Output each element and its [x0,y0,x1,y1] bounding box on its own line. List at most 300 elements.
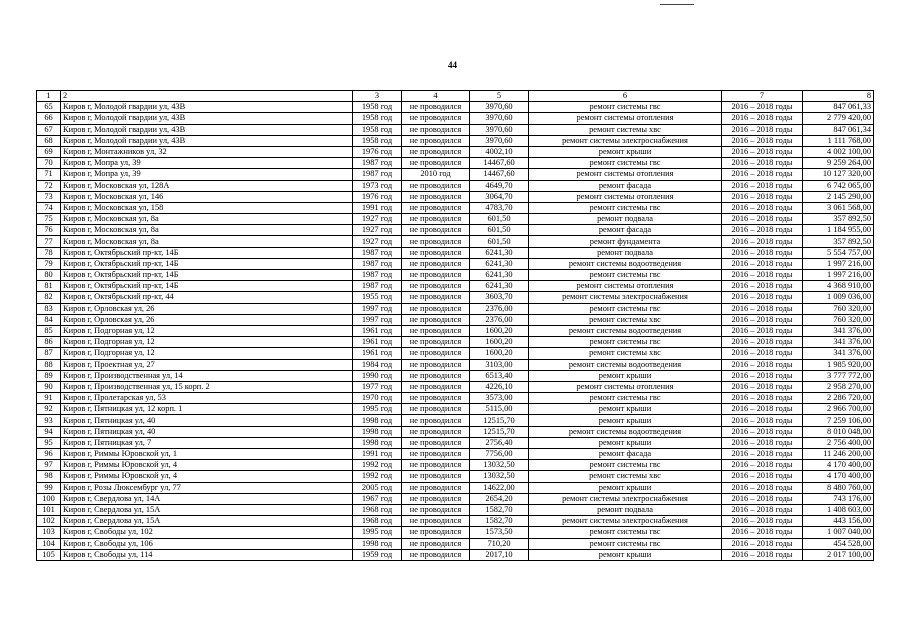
cell-address: Киров г, Свободы ул, 102 [61,527,353,538]
cell-row-number: 87 [37,348,61,359]
cell-work-type: ремонт крыши [529,146,722,157]
table-row [37,359,874,370]
table-row [37,180,874,191]
cell-cost: 2 756 400,00 [803,437,874,448]
cell-total-area: 14467,60 [470,169,529,180]
cell-build-year: 1959 год [353,549,402,560]
cell-build-year: 1970 год [353,393,402,404]
cell-cost: 4 368 910,00 [803,281,874,292]
cell-address: Киров г, Мопра ул, 39 [61,169,353,180]
cell-last-repair-year: не проводился [402,292,470,303]
cell-row-number: 72 [37,180,61,191]
cell-row-number: 80 [37,270,61,281]
cell-total-area: 13032,50 [470,471,529,482]
cell-address: Киров г, Свердлова ул, 14А [61,493,353,504]
cell-cost: 4 170 400,00 [803,471,874,482]
cell-last-repair-year: не проводился [402,426,470,437]
cell-last-repair-year: не проводился [402,247,470,258]
cell-build-year: 1991 год [353,202,402,213]
cell-address: Киров г, Пятницкая ул, 7 [61,437,353,448]
cell-last-repair-year: не проводился [402,415,470,426]
cell-period: 2016 – 2018 годы [722,538,803,549]
cell-row-number: 68 [37,135,61,146]
cell-build-year: 1997 год [353,314,402,325]
cell-row-number: 97 [37,460,61,471]
cell-total-area: 12515,70 [470,426,529,437]
cell-work-type: ремонт системы гвс [529,393,722,404]
column-header: 6 [529,91,722,102]
table-row [37,113,874,124]
cell-total-area: 601,50 [470,225,529,236]
cell-period: 2016 – 2018 годы [722,124,803,135]
cell-address: Киров г, Орловская ул, 26 [61,314,353,325]
column-header: 1 [37,91,61,102]
cell-last-repair-year: не проводился [402,135,470,146]
cell-cost: 1 408 603,00 [803,504,874,515]
cell-period: 2016 – 2018 годы [722,426,803,437]
cell-build-year: 1987 год [353,281,402,292]
cell-address: Киров г, Пятницкая ул, 40 [61,415,353,426]
cell-period: 2016 – 2018 годы [722,493,803,504]
cell-cost: 2 966 700,00 [803,404,874,415]
cell-row-number: 86 [37,337,61,348]
table-row [37,225,874,236]
cell-build-year: 2005 год [353,482,402,493]
cell-work-type: ремонт крыши [529,482,722,493]
table-row [37,393,874,404]
page-number: 44 [448,60,457,70]
cell-cost: 2 779 420,00 [803,113,874,124]
cell-cost: 11 246 200,00 [803,449,874,460]
cell-address: Киров г, Октябрьский пр-кт, 14Б [61,281,353,292]
cell-period: 2016 – 2018 годы [722,292,803,303]
cell-last-repair-year: не проводился [402,337,470,348]
cell-build-year: 1998 год [353,415,402,426]
cell-period: 2016 – 2018 годы [722,337,803,348]
scan-mark [660,4,694,5]
cell-last-repair-year: не проводился [402,270,470,281]
cell-build-year: 1998 год [353,437,402,448]
cell-build-year: 1927 год [353,214,402,225]
cell-last-repair-year: не проводился [402,113,470,124]
table-row [37,348,874,359]
cell-total-area: 3970,60 [470,113,529,124]
cell-address: Киров г, Риммы Юровской ул, 4 [61,471,353,482]
cell-row-number: 75 [37,214,61,225]
cell-work-type: ремонт фундамента [529,236,722,247]
cell-period: 2016 – 2018 годы [722,314,803,325]
cell-total-area: 3970,60 [470,124,529,135]
cell-work-type: ремонт системы хвс [529,124,722,135]
cell-build-year: 1987 год [353,158,402,169]
cell-work-type: ремонт системы отопления [529,169,722,180]
cell-period: 2016 – 2018 годы [722,191,803,202]
table-header-row [37,91,874,102]
cell-cost: 7 259 106,00 [803,415,874,426]
cell-cost: 341 376,00 [803,325,874,336]
table-row [37,124,874,135]
cell-build-year: 1958 год [353,113,402,124]
cell-total-area: 2654,20 [470,493,529,504]
table-row [37,258,874,269]
cell-cost: 847 061,34 [803,124,874,135]
table-row [37,169,874,180]
cell-build-year: 1987 год [353,247,402,258]
cell-period: 2016 – 2018 годы [722,303,803,314]
table-row [37,482,874,493]
cell-cost: 357 892,50 [803,214,874,225]
cell-cost: 8 010 048,00 [803,426,874,437]
cell-cost: 3 777 772,00 [803,370,874,381]
cell-work-type: ремонт фасада [529,180,722,191]
cell-work-type: ремонт системы хвс [529,471,722,482]
cell-last-repair-year: не проводился [402,191,470,202]
cell-total-area: 14622,00 [470,482,529,493]
cell-last-repair-year: не проводился [402,146,470,157]
table-row [37,135,874,146]
cell-last-repair-year: не проводился [402,460,470,471]
cell-total-area: 6241,30 [470,247,529,258]
cell-last-repair-year: не проводился [402,225,470,236]
cell-period: 2016 – 2018 годы [722,281,803,292]
table-row [37,437,874,448]
cell-work-type: ремонт системы отопления [529,191,722,202]
cell-build-year: 1927 год [353,236,402,247]
cell-cost: 341 376,00 [803,337,874,348]
cell-total-area: 1582,70 [470,504,529,515]
cell-period: 2016 – 2018 годы [722,146,803,157]
cell-cost: 5 554 757,00 [803,247,874,258]
cell-address: Киров г, Московская ул, 8а [61,225,353,236]
cell-period: 2016 – 2018 годы [722,325,803,336]
cell-address: Киров г, Пятницкая ул, 12 корп. 1 [61,404,353,415]
cell-address: Киров г, Производственная ул, 15 корп. 2 [61,381,353,392]
cell-build-year: 1973 год [353,180,402,191]
cell-row-number: 95 [37,437,61,448]
cell-cost: 2 017 100,00 [803,549,874,560]
cell-cost: 9 259 264,00 [803,158,874,169]
cell-work-type: ремонт системы гвс [529,460,722,471]
cell-row-number: 94 [37,426,61,437]
cell-cost: 6 742 065,00 [803,180,874,191]
cell-cost: 1 007 040,00 [803,527,874,538]
table-row [37,471,874,482]
cell-build-year: 1998 год [353,538,402,549]
cell-total-area: 2376,00 [470,303,529,314]
cell-cost: 1 184 955,00 [803,225,874,236]
cell-work-type: ремонт крыши [529,415,722,426]
cell-work-type: ремонт системы гвс [529,102,722,113]
table-row [37,527,874,538]
cell-address: Киров г, Московская ул, 158 [61,202,353,213]
cell-last-repair-year: не проводился [402,527,470,538]
cell-build-year: 1976 год [353,146,402,157]
cell-build-year: 1968 год [353,516,402,527]
cell-last-repair-year: не проводился [402,404,470,415]
cell-total-area: 4002,10 [470,146,529,157]
cell-address: Киров г, Октябрьский пр-кт, 14Б [61,247,353,258]
cell-build-year: 1987 год [353,258,402,269]
cell-last-repair-year: не проводился [402,281,470,292]
cell-work-type: ремонт крыши [529,370,722,381]
cell-cost: 1 111 768,00 [803,135,874,146]
cell-period: 2016 – 2018 годы [722,482,803,493]
cell-total-area: 6241,30 [470,281,529,292]
cell-last-repair-year: не проводился [402,493,470,504]
cell-address: Киров г, Молодой гвардии ул, 43В [61,102,353,113]
table-row [37,247,874,258]
cell-work-type: ремонт системы электроснабжения [529,516,722,527]
cell-work-type: ремонт подвала [529,214,722,225]
cell-build-year: 1958 год [353,102,402,113]
cell-row-number: 81 [37,281,61,292]
cell-row-number: 103 [37,527,61,538]
cell-work-type: ремонт системы гвс [529,270,722,281]
table-row [37,214,874,225]
cell-period: 2016 – 2018 годы [722,504,803,515]
cell-row-number: 104 [37,538,61,549]
table-row [37,236,874,247]
cell-last-repair-year: не проводился [402,124,470,135]
cell-cost: 10 127 320,00 [803,169,874,180]
cell-last-repair-year: не проводился [402,158,470,169]
cell-last-repair-year: не проводился [402,437,470,448]
table-row [37,202,874,213]
cell-total-area: 4226,10 [470,381,529,392]
cell-total-area: 14467,60 [470,158,529,169]
cell-last-repair-year: не проводился [402,303,470,314]
cell-last-repair-year: не проводился [402,449,470,460]
cell-total-area: 601,50 [470,214,529,225]
cell-total-area: 13032,50 [470,460,529,471]
cell-build-year: 1984 год [353,359,402,370]
table-row [37,415,874,426]
cell-cost: 3 061 568,00 [803,202,874,213]
cell-cost: 1 997 216,00 [803,258,874,269]
cell-row-number: 76 [37,225,61,236]
cell-period: 2016 – 2018 годы [722,449,803,460]
cell-work-type: ремонт системы водоотведения [529,426,722,437]
cell-last-repair-year: не проводился [402,102,470,113]
cell-build-year: 1995 год [353,404,402,415]
cell-total-area: 3603,70 [470,292,529,303]
cell-total-area: 3970,60 [470,135,529,146]
cell-work-type: ремонт подвала [529,247,722,258]
table-row [37,538,874,549]
cell-last-repair-year: не проводился [402,504,470,515]
cell-period: 2016 – 2018 годы [722,359,803,370]
cell-total-area: 3103,00 [470,359,529,370]
cell-work-type: ремонт системы электроснабжения [529,135,722,146]
cell-address: Киров г, Подгорная ул, 12 [61,337,353,348]
cell-row-number: 70 [37,158,61,169]
cell-build-year: 1992 год [353,460,402,471]
cell-build-year: 1977 год [353,381,402,392]
cell-work-type: ремонт крыши [529,404,722,415]
cell-row-number: 79 [37,258,61,269]
cell-row-number: 105 [37,549,61,560]
cell-row-number: 91 [37,393,61,404]
table-row [37,270,874,281]
cell-address: Киров г, Монтажников ул, 32 [61,146,353,157]
cell-work-type: ремонт системы гвс [529,158,722,169]
cell-period: 2016 – 2018 годы [722,258,803,269]
cell-build-year: 1987 год [353,169,402,180]
cell-total-area: 3064,70 [470,191,529,202]
cell-address: Киров г, Подгорная ул, 12 [61,348,353,359]
cell-address: Киров г, Розы Люксембург ул, 77 [61,482,353,493]
column-header: 5 [470,91,529,102]
cell-work-type: ремонт системы отопления [529,113,722,124]
cell-address: Киров г, Московская ул, 8а [61,214,353,225]
cell-total-area: 1582,70 [470,516,529,527]
cell-total-area: 601,50 [470,236,529,247]
cell-period: 2016 – 2018 годы [722,180,803,191]
cell-row-number: 89 [37,370,61,381]
cell-row-number: 83 [37,303,61,314]
cell-address: Киров г, Производственная ул, 14 [61,370,353,381]
cell-work-type: ремонт системы водоотведения [529,325,722,336]
cell-address: Киров г, Московская ул, 128А [61,180,353,191]
cell-cost: 8 480 760,00 [803,482,874,493]
column-header: 2 [61,91,353,102]
cell-work-type: ремонт системы отопления [529,381,722,392]
repair-program-table [36,90,874,561]
cell-row-number: 100 [37,493,61,504]
table-row [37,191,874,202]
cell-build-year: 1955 год [353,292,402,303]
cell-address: Киров г, Октябрьский пр-кт, 14Б [61,258,353,269]
table-row [37,292,874,303]
cell-work-type: ремонт системы гвс [529,337,722,348]
cell-build-year: 1990 год [353,370,402,381]
table-row [37,504,874,515]
cell-build-year: 1991 год [353,449,402,460]
cell-cost: 2 286 720,00 [803,393,874,404]
cell-period: 2016 – 2018 годы [722,460,803,471]
cell-build-year: 1997 год [353,303,402,314]
cell-period: 2016 – 2018 годы [722,549,803,560]
cell-work-type: ремонт системы водоотведения [529,258,722,269]
table-row [37,549,874,560]
cell-address: Киров г, Проектная ул, 27 [61,359,353,370]
cell-total-area: 4649,70 [470,180,529,191]
cell-last-repair-year: не проводился [402,516,470,527]
cell-total-area: 12515,70 [470,415,529,426]
cell-build-year: 1967 год [353,493,402,504]
cell-build-year: 1961 год [353,325,402,336]
cell-row-number: 93 [37,415,61,426]
cell-last-repair-year: не проводился [402,236,470,247]
table-row [37,325,874,336]
cell-work-type: ремонт системы хвс [529,348,722,359]
cell-cost: 847 061,33 [803,102,874,113]
cell-last-repair-year: не проводился [402,180,470,191]
cell-row-number: 82 [37,292,61,303]
cell-period: 2016 – 2018 годы [722,516,803,527]
column-header: 7 [722,91,803,102]
cell-last-repair-year: не проводился [402,370,470,381]
column-header: 4 [402,91,470,102]
cell-row-number: 77 [37,236,61,247]
cell-period: 2016 – 2018 годы [722,158,803,169]
table-row [37,493,874,504]
cell-row-number: 71 [37,169,61,180]
table-row [37,370,874,381]
cell-row-number: 66 [37,113,61,124]
cell-total-area: 3970,60 [470,102,529,113]
cell-work-type: ремонт крыши [529,549,722,560]
cell-row-number: 84 [37,314,61,325]
cell-cost: 2 958 270,00 [803,381,874,392]
cell-last-repair-year: не проводился [402,471,470,482]
cell-address: Киров г, Свободы ул, 114 [61,549,353,560]
cell-build-year: 1976 год [353,191,402,202]
cell-address: Киров г, Молодой гвардии ул, 43В [61,113,353,124]
cell-address: Киров г, Молодой гвардии ул, 43В [61,124,353,135]
table-row [37,281,874,292]
cell-last-repair-year: не проводился [402,314,470,325]
cell-cost: 1 009 036,00 [803,292,874,303]
cell-cost: 443 156,00 [803,516,874,527]
cell-row-number: 102 [37,516,61,527]
cell-cost: 1 997 216,00 [803,270,874,281]
cell-row-number: 88 [37,359,61,370]
cell-last-repair-year: не проводился [402,325,470,336]
cell-total-area: 3573,00 [470,393,529,404]
cell-cost: 357 892,50 [803,236,874,247]
cell-address: Киров г, Свободы ул, 106 [61,538,353,549]
cell-period: 2016 – 2018 годы [722,471,803,482]
cell-address: Киров г, Московская ул, 146 [61,191,353,202]
cell-address: Киров г, Пятницкая ул, 40 [61,426,353,437]
cell-period: 2016 – 2018 годы [722,381,803,392]
cell-work-type: ремонт подвала [529,504,722,515]
table-row [37,337,874,348]
cell-row-number: 85 [37,325,61,336]
table-row [37,381,874,392]
cell-address: Киров г, Октябрьский пр-кт, 44 [61,292,353,303]
cell-total-area: 6241,30 [470,270,529,281]
cell-row-number: 98 [37,471,61,482]
cell-row-number: 101 [37,504,61,515]
cell-work-type: ремонт системы электроснабжения [529,493,722,504]
table-row [37,146,874,157]
cell-work-type: ремонт системы отопления [529,281,722,292]
cell-cost: 341 376,00 [803,348,874,359]
cell-period: 2016 – 2018 годы [722,102,803,113]
cell-build-year: 1987 год [353,270,402,281]
table-row [37,460,874,471]
cell-total-area: 1600,20 [470,348,529,359]
cell-period: 2016 – 2018 годы [722,270,803,281]
cell-total-area: 6513,40 [470,370,529,381]
cell-period: 2016 – 2018 годы [722,202,803,213]
cell-row-number: 92 [37,404,61,415]
cell-last-repair-year: не проводился [402,393,470,404]
cell-last-repair-year: не проводился [402,482,470,493]
table-row [37,516,874,527]
cell-last-repair-year: не проводился [402,214,470,225]
cell-last-repair-year: не проводился [402,348,470,359]
cell-period: 2016 – 2018 годы [722,348,803,359]
cell-period: 2016 – 2018 годы [722,113,803,124]
cell-period: 2016 – 2018 годы [722,214,803,225]
cell-work-type: ремонт системы электроснабжения [529,292,722,303]
cell-address: Киров г, Октябрьский пр-кт, 14Б [61,270,353,281]
table-row [37,102,874,113]
cell-build-year: 1958 год [353,124,402,135]
